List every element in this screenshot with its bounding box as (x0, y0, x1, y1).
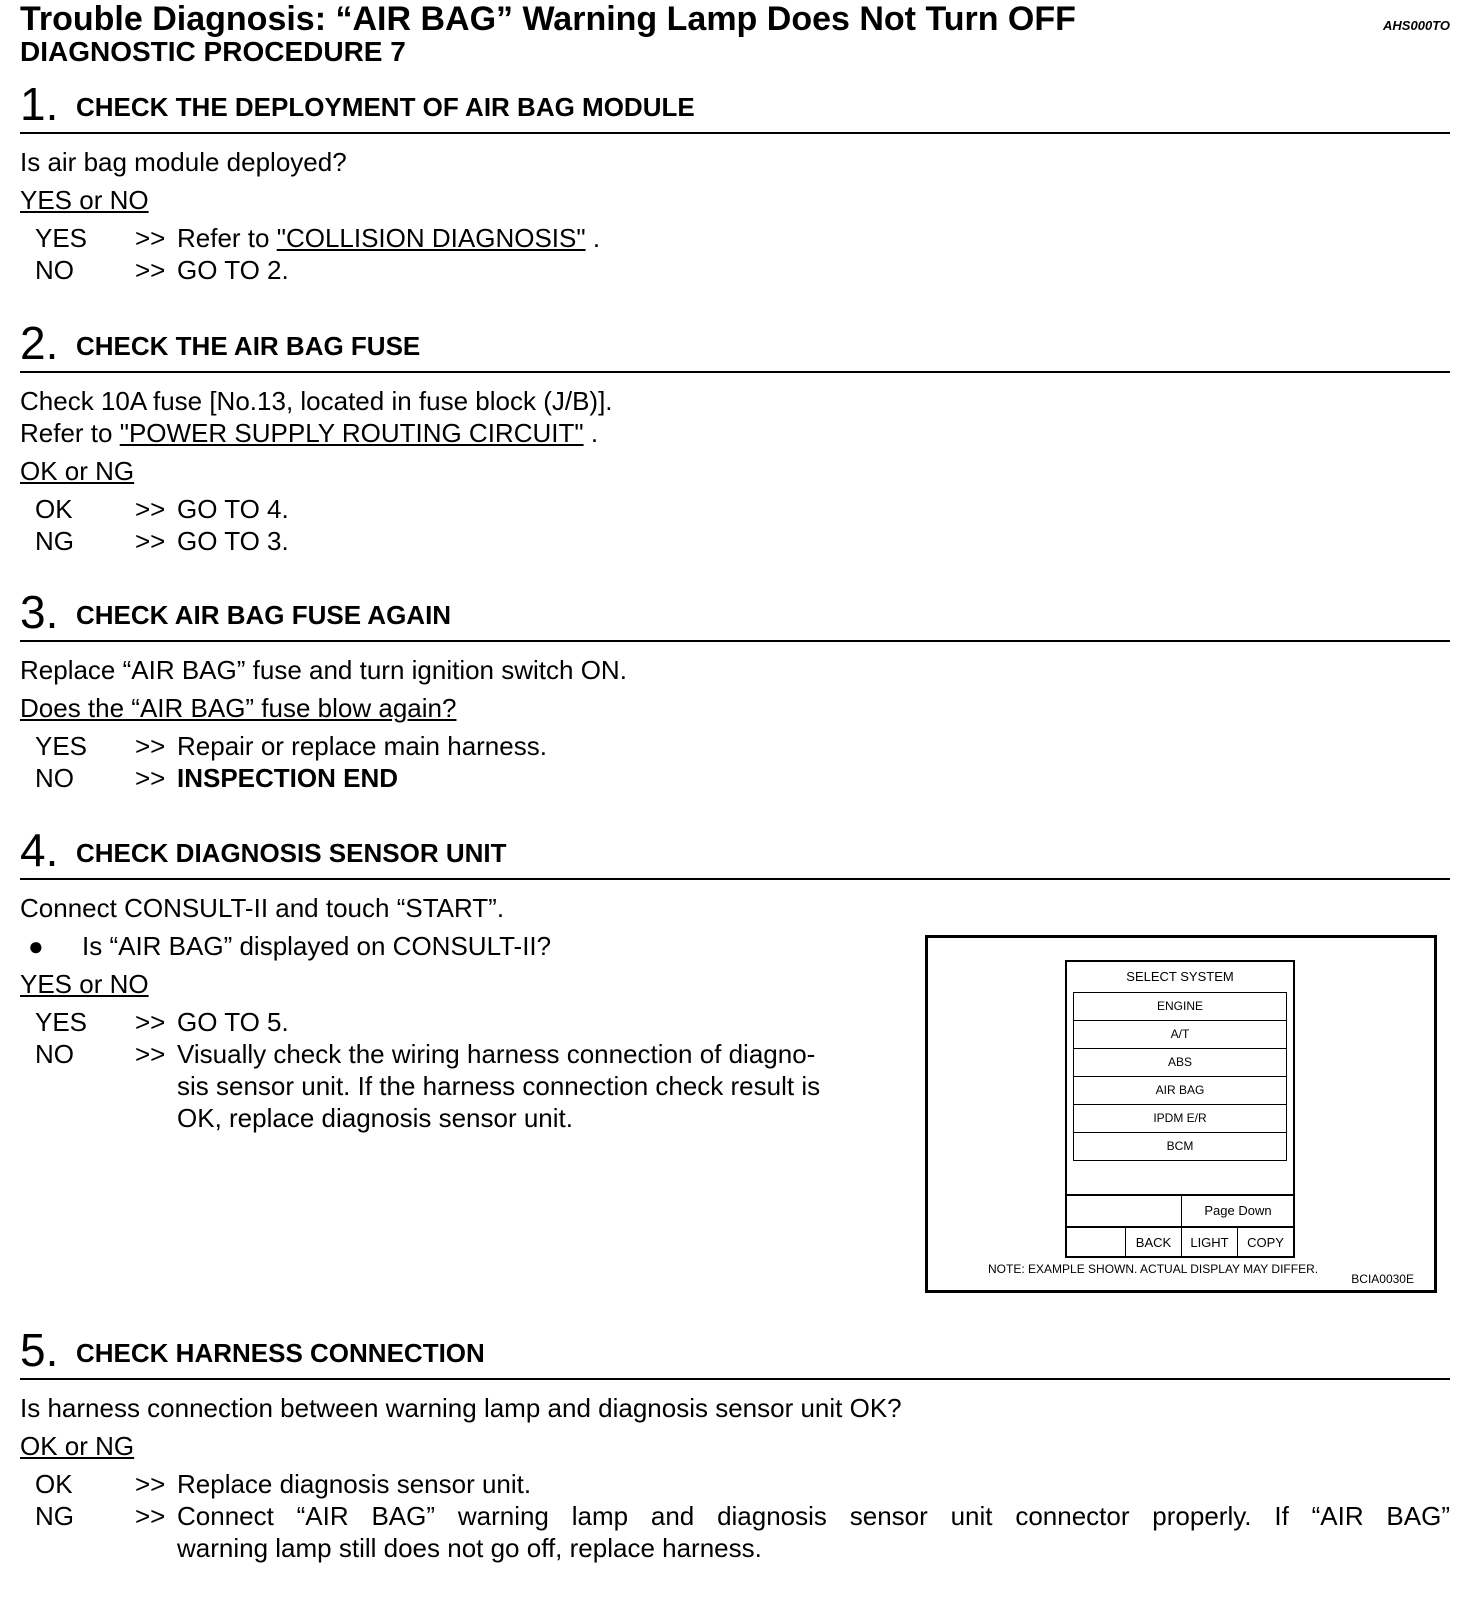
step-number: 3. (20, 586, 59, 638)
menu-item-bcm[interactable]: BCM (1073, 1132, 1287, 1161)
answer-arrow: >> (135, 223, 166, 253)
step-1 (20, 78, 1450, 286)
answer-text: GO TO 3. (177, 526, 289, 556)
answer-text: INSPECTION END (177, 763, 399, 793)
answer-text: Refer to (177, 223, 277, 253)
answer-line: Visually check the wiring harness connection of diagno- (177, 1039, 816, 1069)
answer-key: NO (35, 1039, 74, 1069)
answer-arrow: >> (135, 1501, 166, 1531)
step-question: OK or NG (20, 456, 135, 486)
step-number: 4. (20, 824, 59, 876)
answer-arrow: >> (135, 1469, 166, 1499)
answer-row (20, 254, 1450, 286)
step-4-header (20, 824, 1450, 880)
step-question: Does the “AIR BAG” fuse blow again? (20, 693, 457, 723)
step-text: Is harness connection between warning lamp and diagnosis sensor unit OK? (20, 1393, 902, 1423)
step-question: YES or NO (20, 969, 149, 999)
step-2 (20, 317, 1450, 557)
answer-key: YES (35, 731, 88, 761)
page-subtitle: DIAGNOSTIC PROCEDURE 7 (20, 36, 406, 67)
step-3 (20, 586, 1450, 794)
step-text-refer (20, 417, 1450, 449)
copy-button[interactable]: COPY (1237, 1228, 1293, 1258)
bullet-dot-icon: ● (28, 931, 44, 961)
step-2-header (20, 317, 1450, 373)
document-code: AHS000TO (1383, 18, 1450, 33)
step-title: CHECK AIR BAG FUSE AGAIN (76, 600, 452, 630)
screen-buttons (1125, 1228, 1293, 1258)
collision-diagnosis-link[interactable]: "COLLISION DIAGNOSIS" (276, 223, 586, 253)
answer-key: NO (35, 763, 74, 793)
answer-text: Repair or replace main harness. (177, 731, 547, 761)
answer-key: NO (35, 255, 74, 285)
answer-line: warning lamp still does not go off, replace harness. (177, 1533, 762, 1563)
step-title: CHECK HARNESS CONNECTION (76, 1338, 485, 1368)
step-text: Is air bag module deployed? (20, 147, 347, 177)
answer-key: OK (35, 494, 73, 524)
system-menu (1073, 992, 1287, 1161)
answer-arrow: >> (135, 526, 166, 556)
page-down-button[interactable]: Page Down (1181, 1196, 1294, 1226)
step-question: OK or NG (20, 1431, 135, 1461)
answer-row (20, 493, 1450, 525)
step-3-header (20, 586, 1450, 642)
answer-line: OK, replace diagnosis sensor unit. (177, 1103, 573, 1133)
step-5-header (20, 1324, 1450, 1380)
menu-item-at[interactable]: A/T (1073, 1020, 1287, 1048)
menu-item-ipdm-er[interactable]: IPDM E/R (1073, 1104, 1287, 1132)
step-text: Replace “AIR BAG” fuse and turn ignition switch ON. (20, 655, 627, 685)
menu-item-engine[interactable]: ENGINE (1073, 992, 1287, 1020)
step-number: 5. (20, 1324, 59, 1376)
answer-arrow: >> (135, 494, 166, 524)
answer-text-post: . (585, 223, 601, 253)
page-down-row (1067, 1196, 1293, 1228)
step-5 (20, 1324, 1450, 1564)
answer-arrow: >> (135, 763, 166, 793)
consult-screen-figure (925, 935, 1437, 1293)
answer-line: sis sensor unit. If the harness connection check result is (177, 1071, 821, 1101)
consult-screen (1065, 960, 1295, 1258)
step-title: CHECK DIAGNOSIS SENSOR UNIT (76, 838, 507, 868)
answer-text (177, 1500, 1450, 1564)
screen-header: SELECT SYSTEM (1126, 969, 1234, 984)
answer-line: Connect “AIR BAG” warning lamp and diagnosis sensor unit connector properly. If “AIR BAG” (177, 1501, 1450, 1531)
answer-key: NG (35, 526, 74, 556)
answer-arrow: >> (135, 1007, 166, 1037)
answer-row (20, 1500, 1450, 1564)
step-title: CHECK THE DEPLOYMENT OF AIR BAG MODULE (76, 92, 695, 122)
back-button[interactable]: BACK (1125, 1228, 1181, 1258)
step-text: Check 10A fuse [No.13, located in fuse block (J/B)]. (20, 386, 613, 416)
answer-key: OK (35, 1469, 73, 1499)
answer-key: NG (35, 1501, 74, 1531)
bullet-text: Is “AIR BAG” displayed on CONSULT-II? (82, 931, 552, 961)
answer-arrow: >> (135, 255, 166, 285)
menu-item-air-bag[interactable]: AIR BAG (1073, 1076, 1287, 1104)
answer-text: GO TO 4. (177, 494, 289, 524)
step-1-header (20, 78, 1450, 134)
answer-text: GO TO 2. (177, 255, 289, 285)
answer-text: Replace diagnosis sensor unit. (177, 1469, 532, 1499)
step-text: Connect CONSULT-II and touch “START”. (20, 893, 505, 923)
answer-row (20, 1468, 1450, 1500)
screen-footer (1067, 1194, 1293, 1258)
refer-text-post: . (583, 418, 599, 448)
answer-row (20, 222, 1450, 254)
step-title: CHECK THE AIR BAG FUSE (76, 331, 421, 361)
light-button[interactable]: LIGHT (1181, 1228, 1237, 1258)
refer-text: Refer to (20, 418, 120, 448)
menu-item-abs[interactable]: ABS (1073, 1048, 1287, 1076)
page-title: Trouble Diagnosis: “AIR BAG” Warning Lamp Does Not Turn OFF (20, 0, 1076, 38)
figure-id: BCIA0030E (1351, 1272, 1414, 1286)
figure-note: NOTE: EXAMPLE SHOWN. ACTUAL DISPLAY MAY DIFFER. (988, 1262, 1319, 1276)
answer-text: GO TO 5. (177, 1007, 289, 1037)
step-number: 1. (20, 78, 59, 130)
answer-key: YES (35, 223, 88, 253)
answer-row (20, 762, 1450, 794)
answer-row (20, 730, 1450, 762)
answer-key: YES (35, 1007, 88, 1037)
answer-row (20, 525, 1450, 557)
answer-arrow: >> (135, 1039, 166, 1069)
step-question: YES or NO (20, 185, 149, 215)
power-supply-routing-link[interactable]: "POWER SUPPLY ROUTING CIRCUIT" (119, 418, 584, 448)
answer-arrow: >> (135, 731, 166, 761)
step-number: 2. (20, 317, 59, 369)
